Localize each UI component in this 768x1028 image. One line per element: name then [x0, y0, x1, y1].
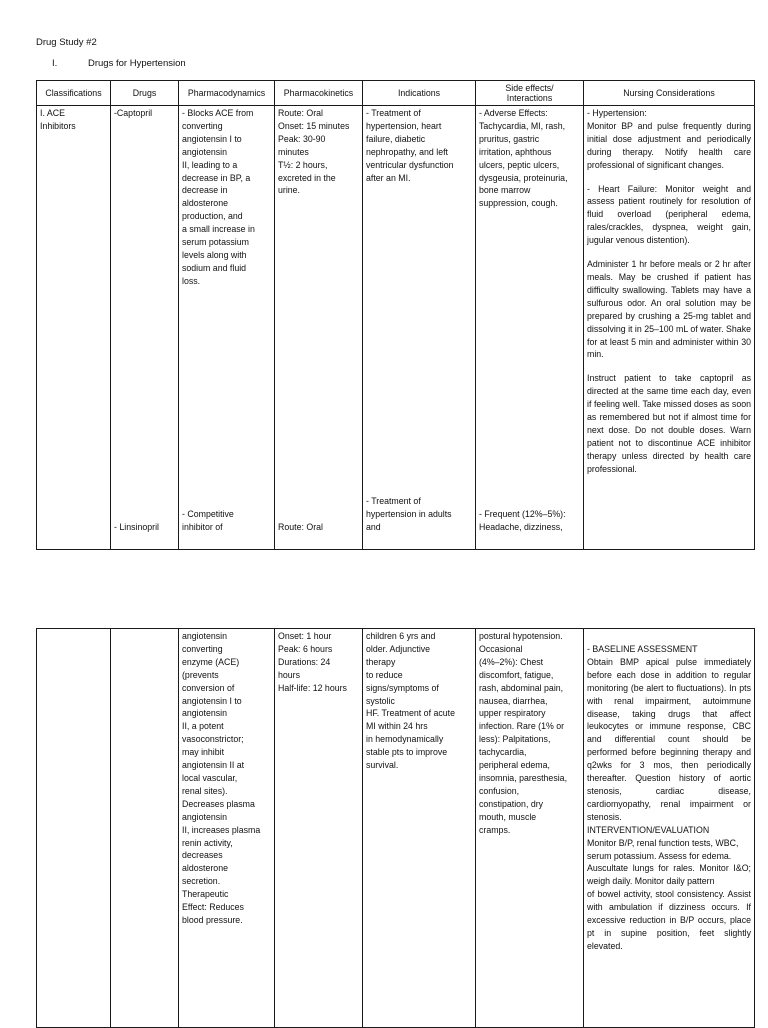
header-side-effects: Side effects/ Interactions [476, 81, 584, 106]
drug-lisinopril: - Linsinopril [114, 522, 159, 532]
pharmacokinetics-cell [275, 629, 363, 1028]
table-row [37, 629, 755, 1028]
header-pharmacodynamics: Pharmacodynamics [179, 81, 275, 106]
lisinopril-pharmacodynamics: angiotensin converting enzyme (ACE) (prevents conversion of angiotensin I to angiotensin II, a potent vasoconstrictor; may inhibit angiotensin II at local vascular, renal sites). Decreases plasma angiotensin II, increases plasma renin activity, decreases aldosterone secretion. Therapeutic Effect: Reduces blood pressure. [182, 631, 261, 925]
classification-cell [37, 106, 111, 550]
captopril-indications: - Treatment of hypertension, heart failure, diabetic nephropathy, and left ventricular dysfunction after an MI. [366, 108, 454, 183]
nursing-heart-failure: - Heart Failure: Monitor weight and assess patient routinely for resolution of fluid overload (peripheral edema, rales/crackles, dyspnea, weight gain, jugular venous distention). [587, 183, 751, 246]
lisinopril-pharmacodynamics-start: - Competitive inhibitor of [182, 509, 234, 532]
table-header-row [37, 81, 755, 106]
captopril-side-effects: - Adverse Effects: Tachycardia, MI, rash, pruritus, gastric irritation, aphthous ulcers, peptic ulcers, dysgeusia, proteinuria, bone marrow suppression, cough. [479, 108, 568, 209]
section-number: I. [52, 58, 58, 69]
header-drugs: Drugs [111, 81, 179, 106]
nursing-patient-teaching: Instruct patient to take captopril as directed at the same time each day, even if feeling well. Take missed doses as soon as remembered but not if almost time for next dose. Do not double doses. Warn patient not to discontinue ACE inhibitor therapy unless directed by health care professional. [587, 373, 751, 474]
lisinopril-indications: children 6 yrs and older. Adjunctive therapy to reduce signs/symptoms of systolic HF. Treatment of acute MI within 24 hrs in hemodynamically stable pts to improve survival. [366, 631, 455, 771]
pharmacodynamics-cell [179, 106, 275, 550]
captopril-pharmacodynamics: - Blocks ACE from converting angiotensin I to angiotensin II, leading to a decrease in BP, a decrease in aldosterone production, and a small increase in serum potassium levels along with sodium and fluid loss. [182, 108, 255, 286]
nursing-considerations-cell [584, 106, 755, 550]
drug-table-page-2 [36, 628, 755, 1028]
classification-text: I. ACE Inhibitors [40, 108, 76, 131]
header-nursing-considerations: Nursing Considerations [584, 81, 755, 106]
indications-cell [363, 106, 476, 550]
side-effects-cell [476, 629, 584, 1028]
header-classifications: Classifications [37, 81, 111, 106]
lisinopril-pharmacokinetics: Onset: 1 hour Peak: 6 hours Durations: 24 hours Half-life: 12 hours [278, 631, 347, 693]
indications-cell [363, 629, 476, 1028]
table-row [37, 106, 755, 550]
nursing-hypertension: - Hypertension: Monitor BP and pulse frequently during initial dose adjustment and periodically during therapy. Notify health care professional of significant changes. [587, 108, 751, 170]
nursing-administration: Administer 1 hr before meals or 2 hr after meals. May be crushed if patient has difficulty swallowing. Tablets may have a sulfurous odor. An oral solution may be prepared by crushing a 25-mg tablet and dissolving it in 25–100 mL of water. Shake for at least 5 min and administer within 30 min. [587, 259, 751, 360]
section-title: Drugs for Hypertension [88, 58, 186, 69]
lisinopril-indications-start: - Treatment of hypertension in adults and [366, 496, 452, 532]
pharmacokinetics-cell [275, 106, 363, 550]
section-heading [52, 58, 186, 69]
drug-captopril: -Captopril [114, 108, 153, 118]
header-pharmacokinetics: Pharmacokinetics [275, 81, 363, 106]
lisinopril-side-effects: postural hypotension. Occasional (4%–2%): Chest discomfort, fatigue, rash, abdominal pain, nausea, diarrhea, upper respiratory infection. Rare (1% or less): Palpitations, tachycardia, peripheral edema, insomnia, paresthesia, confusion, constipation, dry mouth, muscle cramps. [479, 631, 568, 835]
lisinopril-pharmacokinetics-start: Route: Oral [278, 522, 323, 532]
side-effects-cell [476, 106, 584, 550]
drugs-cell [111, 629, 179, 1028]
drugs-cell [111, 106, 179, 550]
lisinopril-side-effects-start: - Frequent (12%–5%): Headache, dizziness, [479, 509, 566, 532]
document-title: Drug Study #2 [36, 37, 97, 48]
captopril-pharmacokinetics: Route: Oral Onset: 15 minutes Peak: 30-90 minutes T½: 2 hours, excreted in the urine. [278, 108, 350, 196]
nursing-considerations-cell [584, 629, 755, 1028]
lisinopril-nursing: - BASELINE ASSESSMENT Obtain BMP apical pulse immediately before each dose in addition to regular monitoring (be alert to fluctuations). In pts with renal impairment, autoimmune disease, taking drugs that affect leukocytes or immune response, CBC and differential count should be performed before beginning therapy and q2wks for 3 mos, then periodically thereafter. Question history of aortic stenosis, cardiac disease, cardiomyopathy, renal impairment or stenosis. INTERVENTION/EVALUATION Monitor B/P, renal function tests, WBC, serum potassium. Assess for edema. Auscultate lungs for rales. Monitor I&O; weigh daily. Monitor daily pattern of bowel activity, stool consistency. Assist with ambulation if dizziness occurs. If excessive reduction in B/P occurs, place pt in supine position, feet slightly elevated. [587, 644, 751, 951]
header-indications: Indications [363, 81, 476, 106]
classification-cell [37, 629, 111, 1028]
pharmacodynamics-cell [179, 629, 275, 1028]
drug-table-page-1 [36, 80, 755, 550]
